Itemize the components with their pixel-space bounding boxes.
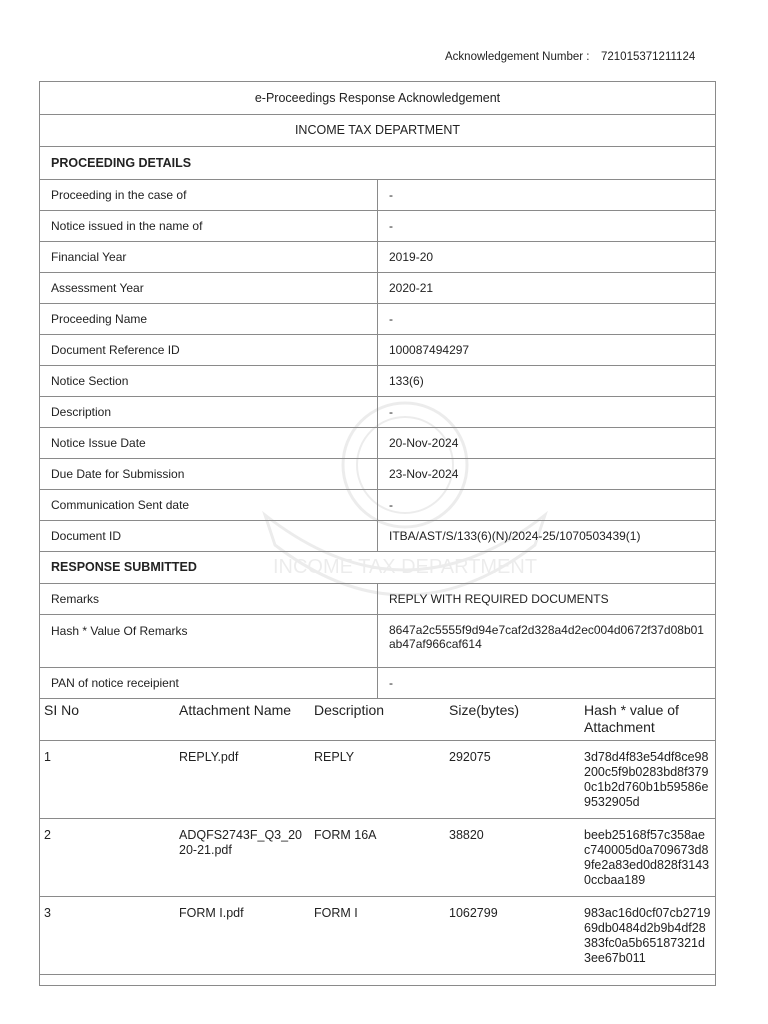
field-value: - — [378, 668, 716, 699]
details-table — [40, 82, 715, 699]
table-row — [40, 897, 715, 975]
table-row — [40, 210, 715, 241]
section-heading-proceeding: PROCEEDING DETAILS — [40, 147, 715, 180]
response-rows — [40, 584, 715, 699]
field-value: 20-Nov-2024 — [378, 427, 716, 458]
table-row — [40, 272, 715, 303]
table-row — [40, 584, 715, 615]
table-row — [40, 489, 715, 520]
field-label: Notice Section — [40, 365, 378, 396]
acknowledgement-label: Acknowledgement Number : — [445, 51, 590, 63]
field-label: Document ID — [40, 520, 378, 551]
field-label: Assessment Year — [40, 272, 378, 303]
field-value: - — [378, 303, 716, 334]
table-row — [40, 741, 715, 819]
field-value: - — [378, 179, 716, 210]
attachment-name: ADQFS2743F_Q3_2020-21.pdf — [175, 819, 310, 897]
attachment-name: FORM I.pdf — [175, 897, 310, 975]
acknowledgement-number — [445, 51, 695, 63]
attachment-sl-no: 2 — [40, 819, 175, 897]
table-row — [40, 668, 715, 699]
column-header: SI No — [40, 699, 175, 741]
attachment-hash: 3d78d4f83e54df8ce98200c5f9b0283bd8f3790c1b2d760b1b59586e9532905d — [580, 741, 715, 819]
department-name: INCOME TAX DEPARTMENT — [40, 114, 715, 147]
field-label: Hash * Value Of Remarks — [40, 615, 378, 668]
column-header: Size(bytes) — [445, 699, 580, 741]
table-row — [40, 365, 715, 396]
proceeding-details-rows — [40, 179, 715, 551]
field-value: - — [378, 396, 716, 427]
field-value: 2020-21 — [378, 272, 716, 303]
field-label: Communication Sent date — [40, 489, 378, 520]
field-value: - — [378, 489, 716, 520]
column-header: Attachment Name — [175, 699, 310, 741]
column-header: Hash * value of Attachment — [580, 699, 715, 741]
attachments-header-row — [40, 699, 715, 741]
table-row — [40, 458, 715, 489]
field-label: Financial Year — [40, 241, 378, 272]
field-label: Proceeding Name — [40, 303, 378, 334]
field-value: - — [378, 210, 716, 241]
field-label: Due Date for Submission — [40, 458, 378, 489]
svg-text:INCOME TAX DEPARTMENT: INCOME TAX DEPARTMENT — [272, 556, 538, 578]
acknowledgement-form — [39, 81, 716, 986]
attachment-description: REPLY — [310, 741, 445, 819]
attachments-rows — [40, 741, 715, 975]
acknowledgement-value: 721015371211124 — [601, 51, 696, 63]
page-title: e-Proceedings Response Acknowledgement — [40, 82, 715, 114]
attachment-name: REPLY.pdf — [175, 741, 310, 819]
table-row — [40, 179, 715, 210]
field-label: Document Reference ID — [40, 334, 378, 365]
table-row — [40, 241, 715, 272]
field-label: Proceeding in the case of — [40, 179, 378, 210]
table-row — [40, 303, 715, 334]
section-heading-response: RESPONSE SUBMITTED — [40, 551, 715, 584]
table-row — [40, 396, 715, 427]
table-row — [40, 334, 715, 365]
table-row — [40, 819, 715, 897]
field-value: 8647a2c5555f9d94e7caf2d328a4d2ec004d0672f37d08b01ab47af966caf614 — [378, 615, 716, 668]
field-label: Notice issued in the name of — [40, 210, 378, 241]
attachment-size: 38820 — [445, 819, 580, 897]
field-value: 23-Nov-2024 — [378, 458, 716, 489]
table-row — [40, 427, 715, 458]
attachment-sl-no: 1 — [40, 741, 175, 819]
column-header: Description — [310, 699, 445, 741]
field-label: Notice Issue Date — [40, 427, 378, 458]
attachment-description: FORM I — [310, 897, 445, 975]
attachment-description: FORM 16A — [310, 819, 445, 897]
attachment-hash: 983ac16d0cf07cb271969db0484d2b9b4df28383fc0a5b65187321d3ee67b011 — [580, 897, 715, 975]
attachment-size: 1062799 — [445, 897, 580, 975]
attachment-hash: beeb25168f57c358aec740005d0a709673d89fe2a83ed0d828f31430ccbaa189 — [580, 819, 715, 897]
field-value: 100087494297 — [378, 334, 716, 365]
field-label: PAN of notice receipient — [40, 668, 378, 699]
table-row — [40, 520, 715, 551]
table-footer-spacer — [40, 975, 715, 985]
field-value: 2019-20 — [378, 241, 716, 272]
field-value: REPLY WITH REQUIRED DOCUMENTS — [378, 584, 716, 615]
field-label: Remarks — [40, 584, 378, 615]
attachment-sl-no: 3 — [40, 897, 175, 975]
attachment-size: 292075 — [445, 741, 580, 819]
field-value: 133(6) — [378, 365, 716, 396]
field-value: ITBA/AST/S/133(6)(N)/2024-25/1070503439(1) — [378, 520, 716, 551]
attachments-table — [40, 699, 715, 975]
table-row — [40, 615, 715, 668]
field-label: Description — [40, 396, 378, 427]
